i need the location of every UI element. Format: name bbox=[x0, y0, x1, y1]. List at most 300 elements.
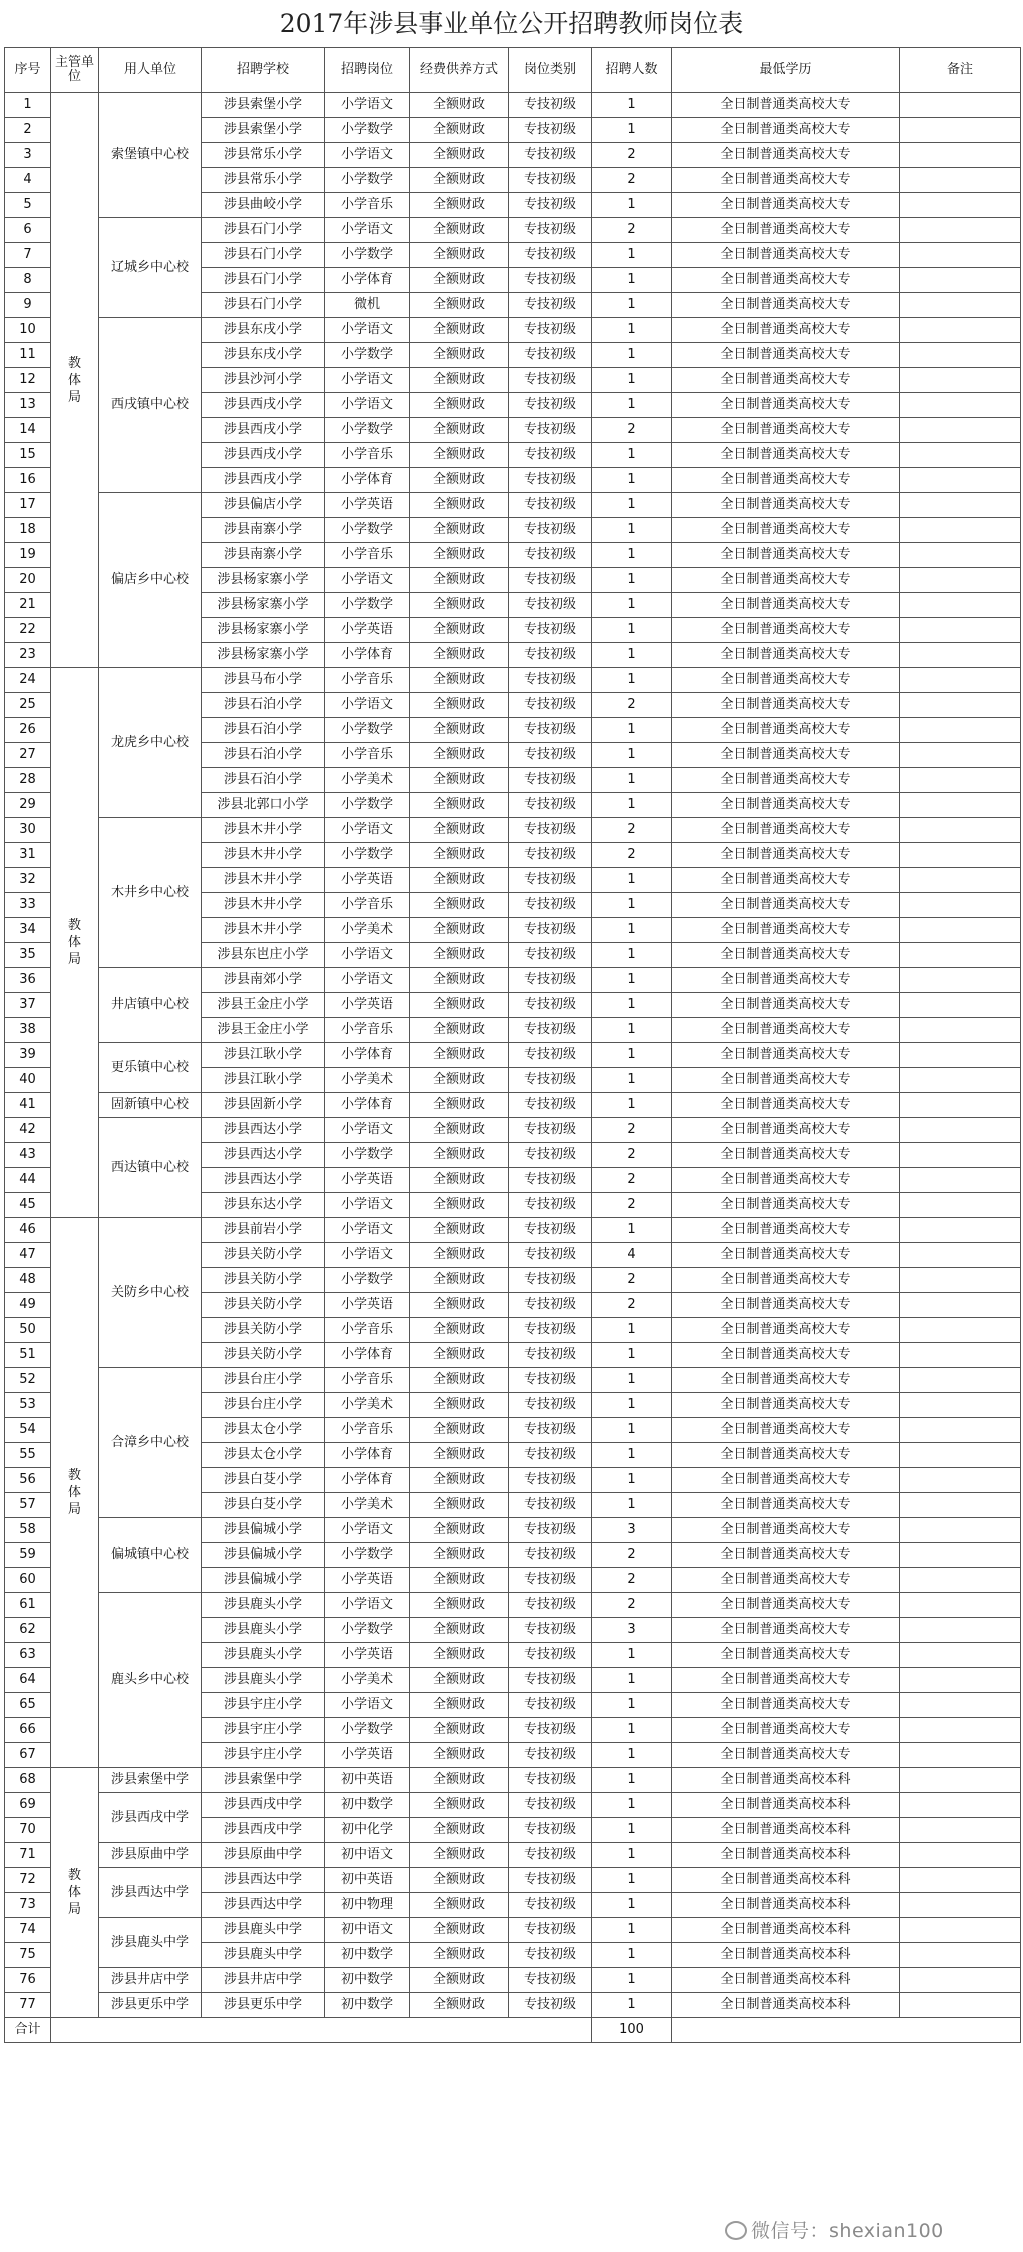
count-cell: 1 bbox=[592, 1743, 672, 1768]
category-cell: 专技初级 bbox=[509, 1418, 592, 1443]
post-cell: 小学音乐 bbox=[325, 668, 410, 693]
note-cell bbox=[900, 893, 1021, 918]
note-cell bbox=[900, 1893, 1021, 1918]
funding-cell: 全额财政 bbox=[410, 1843, 509, 1868]
row-no: 46 bbox=[5, 1218, 51, 1243]
post-cell: 初中数学 bbox=[325, 1993, 410, 2018]
note-cell bbox=[900, 1168, 1021, 1193]
count-cell: 1 bbox=[592, 1843, 672, 1868]
post-cell: 小学音乐 bbox=[325, 743, 410, 768]
count-cell: 2 bbox=[592, 1568, 672, 1593]
education-cell: 全日制普通类高校大专 bbox=[672, 318, 900, 343]
category-cell: 专技初级 bbox=[509, 768, 592, 793]
funding-cell: 全额财政 bbox=[410, 668, 509, 693]
post-cell: 小学音乐 bbox=[325, 443, 410, 468]
note-cell bbox=[900, 1543, 1021, 1568]
row-no: 42 bbox=[5, 1118, 51, 1143]
row-no: 52 bbox=[5, 1368, 51, 1393]
count-cell: 2 bbox=[592, 1543, 672, 1568]
school-cell: 涉县关防小学 bbox=[202, 1243, 325, 1268]
education-cell: 全日制普通类高校大专 bbox=[672, 593, 900, 618]
category-cell: 专技初级 bbox=[509, 1993, 592, 2018]
education-cell: 全日制普通类高校大专 bbox=[672, 868, 900, 893]
note-cell bbox=[900, 1418, 1021, 1443]
note-cell bbox=[900, 868, 1021, 893]
category-cell: 专技初级 bbox=[509, 1643, 592, 1668]
supervisor-cell: 教 体 局 bbox=[51, 1218, 99, 1768]
count-cell: 2 bbox=[592, 168, 672, 193]
count-cell: 1 bbox=[592, 1868, 672, 1893]
total-row bbox=[5, 2018, 1021, 2043]
note-cell bbox=[900, 143, 1021, 168]
note-cell bbox=[900, 1393, 1021, 1418]
employer-cell: 涉县井店中学 bbox=[99, 1968, 202, 1993]
funding-cell: 全额财政 bbox=[410, 1718, 509, 1743]
post-cell: 小学数学 bbox=[325, 418, 410, 443]
education-cell: 全日制普通类高校大专 bbox=[672, 618, 900, 643]
note-cell bbox=[900, 1518, 1021, 1543]
count-cell: 1 bbox=[592, 118, 672, 143]
supervisor-cell: 教 体 局 bbox=[51, 1768, 99, 2018]
category-cell: 专技初级 bbox=[509, 1443, 592, 1468]
category-cell: 专技初级 bbox=[509, 293, 592, 318]
school-cell: 涉县杨家寨小学 bbox=[202, 643, 325, 668]
note-cell bbox=[900, 218, 1021, 243]
note-cell bbox=[900, 1718, 1021, 1743]
recruitment-table bbox=[4, 47, 1021, 2043]
note-cell bbox=[900, 443, 1021, 468]
row-no: 23 bbox=[5, 643, 51, 668]
employer-cell: 辽城乡中心校 bbox=[99, 218, 202, 318]
category-cell: 专技初级 bbox=[509, 143, 592, 168]
category-cell: 专技初级 bbox=[509, 1818, 592, 1843]
table-row bbox=[5, 1768, 1021, 1793]
note-cell bbox=[900, 1043, 1021, 1068]
post-cell: 小学数学 bbox=[325, 593, 410, 618]
row-no: 12 bbox=[5, 368, 51, 393]
note-cell bbox=[900, 1343, 1021, 1368]
education-cell: 全日制普通类高校大专 bbox=[672, 718, 900, 743]
note-cell bbox=[900, 493, 1021, 518]
count-cell: 2 bbox=[592, 1593, 672, 1618]
post-cell: 小学语文 bbox=[325, 1693, 410, 1718]
count-cell: 1 bbox=[592, 343, 672, 368]
count-cell: 1 bbox=[592, 1318, 672, 1343]
post-cell: 小学音乐 bbox=[325, 1318, 410, 1343]
note-cell bbox=[900, 668, 1021, 693]
funding-cell: 全额财政 bbox=[410, 1168, 509, 1193]
education-cell: 全日制普通类高校大专 bbox=[672, 918, 900, 943]
funding-cell: 全额财政 bbox=[410, 1118, 509, 1143]
row-no: 59 bbox=[5, 1543, 51, 1568]
school-cell: 涉县白芟小学 bbox=[202, 1468, 325, 1493]
post-cell: 小学美术 bbox=[325, 918, 410, 943]
count-cell: 1 bbox=[592, 443, 672, 468]
table-row bbox=[5, 1993, 1021, 2018]
education-cell: 全日制普通类高校大专 bbox=[672, 1293, 900, 1318]
school-cell: 涉县西戌小学 bbox=[202, 418, 325, 443]
note-cell bbox=[900, 318, 1021, 343]
row-no: 10 bbox=[5, 318, 51, 343]
category-cell: 专技初级 bbox=[509, 1218, 592, 1243]
education-cell: 全日制普通类高校大专 bbox=[672, 1593, 900, 1618]
row-no: 41 bbox=[5, 1093, 51, 1118]
funding-cell: 全额财政 bbox=[410, 243, 509, 268]
row-no: 21 bbox=[5, 593, 51, 618]
note-cell bbox=[900, 1093, 1021, 1118]
employer-cell: 偏城镇中心校 bbox=[99, 1518, 202, 1593]
funding-cell: 全额财政 bbox=[410, 1743, 509, 1768]
count-cell: 1 bbox=[592, 1718, 672, 1743]
row-no: 1 bbox=[5, 93, 51, 118]
row-no: 5 bbox=[5, 193, 51, 218]
note-cell bbox=[900, 243, 1021, 268]
note-cell bbox=[900, 118, 1021, 143]
row-no: 69 bbox=[5, 1793, 51, 1818]
table-row bbox=[5, 1118, 1021, 1143]
total-empty-cell bbox=[51, 2018, 592, 2043]
category-cell: 专技初级 bbox=[509, 193, 592, 218]
funding-cell: 全额财政 bbox=[410, 1593, 509, 1618]
education-cell: 全日制普通类高校大专 bbox=[672, 1168, 900, 1193]
school-cell: 涉县索堡中学 bbox=[202, 1768, 325, 1793]
note-cell bbox=[900, 1293, 1021, 1318]
employer-cell: 井店镇中心校 bbox=[99, 968, 202, 1043]
row-no: 56 bbox=[5, 1468, 51, 1493]
funding-cell: 全额财政 bbox=[410, 143, 509, 168]
category-cell: 专技初级 bbox=[509, 918, 592, 943]
note-cell bbox=[900, 1668, 1021, 1693]
post-cell: 小学数学 bbox=[325, 1543, 410, 1568]
school-cell: 涉县前岩小学 bbox=[202, 1218, 325, 1243]
employer-cell: 涉县索堡中学 bbox=[99, 1768, 202, 1793]
row-no: 7 bbox=[5, 243, 51, 268]
category-cell: 专技初级 bbox=[509, 1118, 592, 1143]
count-cell: 1 bbox=[592, 1643, 672, 1668]
funding-cell: 全额财政 bbox=[410, 468, 509, 493]
post-cell: 小学美术 bbox=[325, 1668, 410, 1693]
funding-cell: 全额财政 bbox=[410, 718, 509, 743]
post-cell: 初中语文 bbox=[325, 1843, 410, 1868]
education-cell: 全日制普通类高校大专 bbox=[672, 843, 900, 868]
count-cell: 2 bbox=[592, 418, 672, 443]
row-no: 19 bbox=[5, 543, 51, 568]
employer-cell: 涉县鹿头中学 bbox=[99, 1918, 202, 1968]
post-cell: 小学英语 bbox=[325, 1643, 410, 1668]
education-cell: 全日制普通类高校大专 bbox=[672, 518, 900, 543]
education-cell: 全日制普通类高校大专 bbox=[672, 1043, 900, 1068]
funding-cell: 全额财政 bbox=[410, 1943, 509, 1968]
row-no: 73 bbox=[5, 1893, 51, 1918]
post-cell: 小学语文 bbox=[325, 943, 410, 968]
school-cell: 涉县西戌中学 bbox=[202, 1818, 325, 1843]
count-cell: 1 bbox=[592, 1943, 672, 1968]
post-cell: 小学英语 bbox=[325, 1293, 410, 1318]
education-cell: 全日制普通类高校大专 bbox=[672, 268, 900, 293]
education-cell: 全日制普通类高校大专 bbox=[672, 243, 900, 268]
category-cell: 专技初级 bbox=[509, 1768, 592, 1793]
school-cell: 涉县太仓小学 bbox=[202, 1418, 325, 1443]
category-cell: 专技初级 bbox=[509, 343, 592, 368]
funding-cell: 全额财政 bbox=[410, 118, 509, 143]
category-cell: 专技初级 bbox=[509, 1293, 592, 1318]
school-cell: 涉县索堡小学 bbox=[202, 118, 325, 143]
row-no: 66 bbox=[5, 1718, 51, 1743]
funding-cell: 全额财政 bbox=[410, 893, 509, 918]
count-cell: 1 bbox=[592, 318, 672, 343]
education-cell: 全日制普通类高校大专 bbox=[672, 343, 900, 368]
category-cell: 专技初级 bbox=[509, 1368, 592, 1393]
funding-cell: 全额财政 bbox=[410, 1293, 509, 1318]
funding-cell: 全额财政 bbox=[410, 218, 509, 243]
count-cell: 2 bbox=[592, 1118, 672, 1143]
funding-cell: 全额财政 bbox=[410, 643, 509, 668]
funding-cell: 全额财政 bbox=[410, 693, 509, 718]
category-cell: 专技初级 bbox=[509, 818, 592, 843]
row-no: 70 bbox=[5, 1818, 51, 1843]
category-cell: 专技初级 bbox=[509, 618, 592, 643]
post-cell: 小学英语 bbox=[325, 1743, 410, 1768]
school-cell: 涉县北郭口小学 bbox=[202, 793, 325, 818]
education-cell: 全日制普通类高校大专 bbox=[672, 1443, 900, 1468]
funding-cell: 全额财政 bbox=[410, 1443, 509, 1468]
post-cell: 小学音乐 bbox=[325, 893, 410, 918]
post-cell: 初中数学 bbox=[325, 1968, 410, 1993]
row-no: 13 bbox=[5, 393, 51, 418]
row-no: 37 bbox=[5, 993, 51, 1018]
school-cell: 涉县白芟小学 bbox=[202, 1493, 325, 1518]
funding-cell: 全额财政 bbox=[410, 1243, 509, 1268]
funding-cell: 全额财政 bbox=[410, 268, 509, 293]
count-cell: 2 bbox=[592, 1268, 672, 1293]
education-cell: 全日制普通类高校大专 bbox=[672, 1218, 900, 1243]
funding-cell: 全额财政 bbox=[410, 1893, 509, 1918]
note-cell bbox=[900, 393, 1021, 418]
count-cell: 2 bbox=[592, 1143, 672, 1168]
header-education: 最低学历 bbox=[672, 48, 900, 93]
funding-cell: 全额财政 bbox=[410, 368, 509, 393]
school-cell: 涉县王金庄小学 bbox=[202, 993, 325, 1018]
funding-cell: 全额财政 bbox=[410, 493, 509, 518]
school-cell: 涉县木井小学 bbox=[202, 868, 325, 893]
school-cell: 涉县常乐小学 bbox=[202, 168, 325, 193]
count-cell: 1 bbox=[592, 93, 672, 118]
category-cell: 专技初级 bbox=[509, 1343, 592, 1368]
count-cell: 1 bbox=[592, 1668, 672, 1693]
count-cell: 1 bbox=[592, 1818, 672, 1843]
school-cell: 涉县王金庄小学 bbox=[202, 1018, 325, 1043]
funding-cell: 全额财政 bbox=[410, 918, 509, 943]
row-no: 67 bbox=[5, 1743, 51, 1768]
post-cell: 小学语文 bbox=[325, 1518, 410, 1543]
school-cell: 涉县鹿头小学 bbox=[202, 1593, 325, 1618]
row-no: 30 bbox=[5, 818, 51, 843]
table-row bbox=[5, 1093, 1021, 1118]
post-cell: 小学语文 bbox=[325, 1193, 410, 1218]
education-cell: 全日制普通类高校本科 bbox=[672, 1943, 900, 1968]
school-cell: 涉县沙河小学 bbox=[202, 368, 325, 393]
table-row bbox=[5, 318, 1021, 343]
category-cell: 专技初级 bbox=[509, 1893, 592, 1918]
row-no: 43 bbox=[5, 1143, 51, 1168]
category-cell: 专技初级 bbox=[509, 1068, 592, 1093]
category-cell: 专技初级 bbox=[509, 1168, 592, 1193]
funding-cell: 全额财政 bbox=[410, 593, 509, 618]
education-cell: 全日制普通类高校本科 bbox=[672, 1968, 900, 1993]
post-cell: 小学语文 bbox=[325, 93, 410, 118]
note-cell bbox=[900, 593, 1021, 618]
count-cell: 1 bbox=[592, 393, 672, 418]
school-cell: 涉县鹿头中学 bbox=[202, 1943, 325, 1968]
count-cell: 1 bbox=[592, 718, 672, 743]
post-cell: 小学音乐 bbox=[325, 1368, 410, 1393]
category-cell: 专技初级 bbox=[509, 893, 592, 918]
education-cell: 全日制普通类高校大专 bbox=[672, 143, 900, 168]
row-no: 34 bbox=[5, 918, 51, 943]
funding-cell: 全额财政 bbox=[410, 1468, 509, 1493]
row-no: 58 bbox=[5, 1518, 51, 1543]
school-cell: 涉县石门小学 bbox=[202, 243, 325, 268]
education-cell: 全日制普通类高校大专 bbox=[672, 743, 900, 768]
school-cell: 涉县西戌中学 bbox=[202, 1793, 325, 1818]
funding-cell: 全额财政 bbox=[410, 1918, 509, 1943]
school-cell: 涉县杨家寨小学 bbox=[202, 618, 325, 643]
note-cell bbox=[900, 1593, 1021, 1618]
category-cell: 专技初级 bbox=[509, 1243, 592, 1268]
header-category: 岗位类别 bbox=[509, 48, 592, 93]
note-cell bbox=[900, 1993, 1021, 2018]
category-cell: 专技初级 bbox=[509, 543, 592, 568]
category-cell: 专技初级 bbox=[509, 1693, 592, 1718]
post-cell: 小学数学 bbox=[325, 843, 410, 868]
school-cell: 涉县关防小学 bbox=[202, 1318, 325, 1343]
note-cell bbox=[900, 743, 1021, 768]
school-cell: 涉县鹿头小学 bbox=[202, 1643, 325, 1668]
count-cell: 1 bbox=[592, 643, 672, 668]
row-no: 11 bbox=[5, 343, 51, 368]
education-cell: 全日制普通类高校大专 bbox=[672, 443, 900, 468]
count-cell: 1 bbox=[592, 993, 672, 1018]
note-cell bbox=[900, 193, 1021, 218]
count-cell: 1 bbox=[592, 968, 672, 993]
table-body bbox=[5, 93, 1021, 2018]
row-no: 44 bbox=[5, 1168, 51, 1193]
category-cell: 专技初级 bbox=[509, 1193, 592, 1218]
row-no: 17 bbox=[5, 493, 51, 518]
count-cell: 1 bbox=[592, 1893, 672, 1918]
education-cell: 全日制普通类高校大专 bbox=[672, 1693, 900, 1718]
row-no: 51 bbox=[5, 1343, 51, 1368]
row-no: 38 bbox=[5, 1018, 51, 1043]
post-cell: 小学数学 bbox=[325, 718, 410, 743]
header-funding: 经费供养方式 bbox=[410, 48, 509, 93]
row-no: 18 bbox=[5, 518, 51, 543]
school-cell: 涉县井店中学 bbox=[202, 1968, 325, 1993]
count-cell: 2 bbox=[592, 1193, 672, 1218]
post-cell: 小学英语 bbox=[325, 618, 410, 643]
school-cell: 涉县更乐中学 bbox=[202, 1993, 325, 2018]
count-cell: 1 bbox=[592, 1018, 672, 1043]
employer-cell: 西达镇中心校 bbox=[99, 1118, 202, 1218]
note-cell bbox=[900, 268, 1021, 293]
education-cell: 全日制普通类高校大专 bbox=[672, 993, 900, 1018]
note-cell bbox=[900, 293, 1021, 318]
note-cell bbox=[900, 1843, 1021, 1868]
education-cell: 全日制普通类高校大专 bbox=[672, 1518, 900, 1543]
employer-cell: 涉县更乐中学 bbox=[99, 1993, 202, 2018]
note-cell bbox=[900, 418, 1021, 443]
funding-cell: 全额财政 bbox=[410, 1668, 509, 1693]
row-no: 55 bbox=[5, 1443, 51, 1468]
school-cell: 涉县西戌小学 bbox=[202, 468, 325, 493]
count-cell: 1 bbox=[592, 1443, 672, 1468]
school-cell: 涉县木井小学 bbox=[202, 893, 325, 918]
category-cell: 专技初级 bbox=[509, 1843, 592, 1868]
employer-cell: 涉县西戌中学 bbox=[99, 1793, 202, 1843]
count-cell: 1 bbox=[592, 918, 672, 943]
post-cell: 小学美术 bbox=[325, 768, 410, 793]
count-cell: 4 bbox=[592, 1243, 672, 1268]
post-cell: 小学数学 bbox=[325, 243, 410, 268]
post-cell: 小学美术 bbox=[325, 1068, 410, 1093]
note-cell bbox=[900, 818, 1021, 843]
count-cell: 1 bbox=[592, 493, 672, 518]
note-cell bbox=[900, 1818, 1021, 1843]
employer-cell: 西戌镇中心校 bbox=[99, 318, 202, 493]
header-supervisor: 主管单位 bbox=[51, 48, 99, 93]
education-cell: 全日制普通类高校大专 bbox=[672, 1643, 900, 1668]
school-cell: 涉县索堡小学 bbox=[202, 93, 325, 118]
education-cell: 全日制普通类高校大专 bbox=[672, 1068, 900, 1093]
school-cell: 涉县石泊小学 bbox=[202, 718, 325, 743]
category-cell: 专技初级 bbox=[509, 568, 592, 593]
count-cell: 3 bbox=[592, 1618, 672, 1643]
school-cell: 涉县石泊小学 bbox=[202, 743, 325, 768]
row-no: 24 bbox=[5, 668, 51, 693]
row-no: 9 bbox=[5, 293, 51, 318]
category-cell: 专技初级 bbox=[509, 493, 592, 518]
category-cell: 专技初级 bbox=[509, 1568, 592, 1593]
row-no: 2 bbox=[5, 118, 51, 143]
employer-cell: 龙虎乡中心校 bbox=[99, 668, 202, 818]
note-cell bbox=[900, 568, 1021, 593]
funding-cell: 全额财政 bbox=[410, 1218, 509, 1243]
category-cell: 专技初级 bbox=[509, 168, 592, 193]
funding-cell: 全额财政 bbox=[410, 418, 509, 443]
funding-cell: 全额财政 bbox=[410, 768, 509, 793]
category-cell: 专技初级 bbox=[509, 843, 592, 868]
school-cell: 涉县关防小学 bbox=[202, 1293, 325, 1318]
funding-cell: 全额财政 bbox=[410, 318, 509, 343]
note-cell bbox=[900, 1243, 1021, 1268]
row-no: 54 bbox=[5, 1418, 51, 1443]
education-cell: 全日制普通类高校大专 bbox=[672, 1493, 900, 1518]
total-count: 100 bbox=[592, 2018, 672, 2043]
school-cell: 涉县东达小学 bbox=[202, 1193, 325, 1218]
row-no: 6 bbox=[5, 218, 51, 243]
note-cell bbox=[900, 343, 1021, 368]
education-cell: 全日制普通类高校大专 bbox=[672, 968, 900, 993]
category-cell: 专技初级 bbox=[509, 1518, 592, 1543]
count-cell: 1 bbox=[592, 1968, 672, 1993]
note-cell bbox=[900, 843, 1021, 868]
row-no: 4 bbox=[5, 168, 51, 193]
employer-cell: 固新镇中心校 bbox=[99, 1093, 202, 1118]
category-cell: 专技初级 bbox=[509, 1943, 592, 1968]
education-cell: 全日制普通类高校大专 bbox=[672, 543, 900, 568]
school-cell: 涉县石门小学 bbox=[202, 218, 325, 243]
school-cell: 涉县西达中学 bbox=[202, 1868, 325, 1893]
